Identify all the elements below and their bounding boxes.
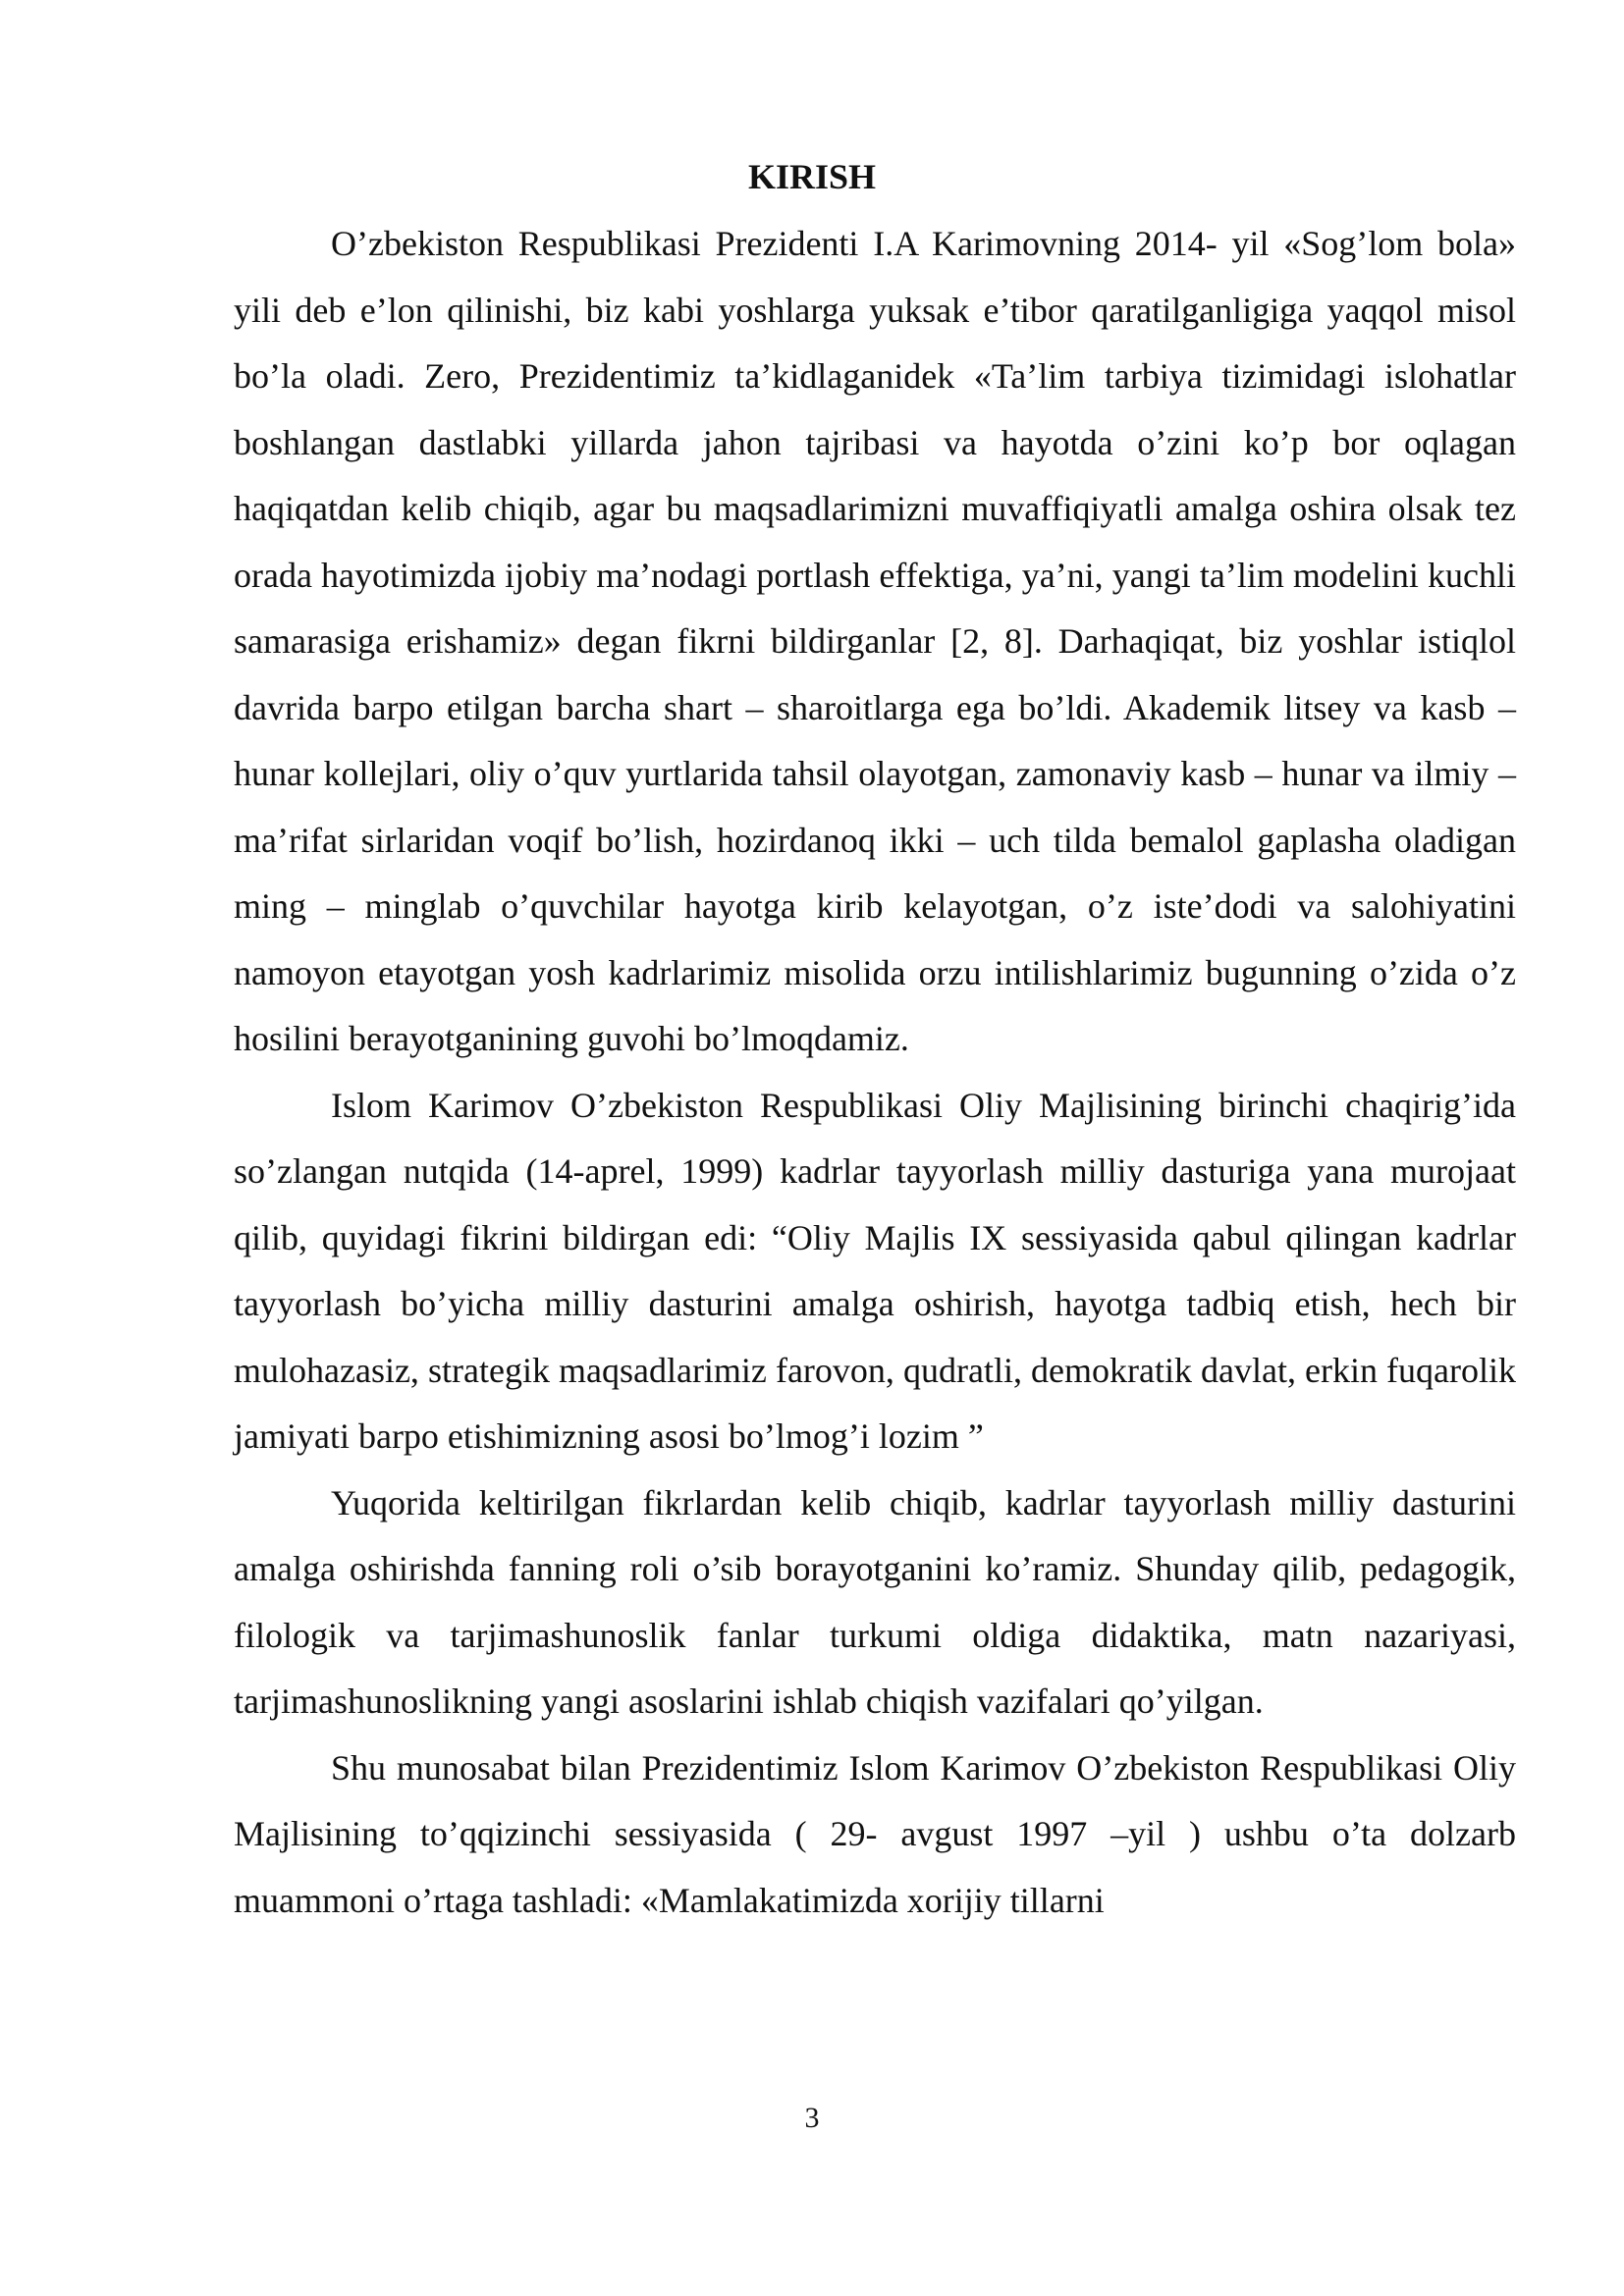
- paragraph-4: Shu munosabat bilan Prezidentimiz Islom Karimov O’zbekiston Respublikasi Oliy Majlisining to’qqizinchi sessiyasida ( 29- avgust 1997 –yil ) ushbu o’ta dolzarb muammoni o’rtaga tashladi: «Mamlakatimizda xorijiy tillarni: [234, 1747, 1516, 1920]
- page-number: 3: [804, 2102, 820, 2134]
- paragraph-2: Islom Karimov O’zbekiston Respublikasi Oliy Majlisining birinchi chaqirig’ida so’zlangan nutqida (14-aprel, 1999) kadrlar tayyorlash milliy dasturiga yana murojaat qilib, quyidagi fikrini bildirgan edi: “Oliy Majlis IX sessiyasida qabul qilingan kadrlar tayyorlash bo’yicha milliy dasturini amalga oshirish, hayotga tadbiq etish, hech bir mulohazasiz, strategik maqsadlarimiz farovon, qudratli, demokratik davlat, erkin fuqarolik jamiyati barpo etishimizning asosi bo’lmog’i lozim ”: [234, 1085, 1516, 1456]
- paragraph-1: O’zbekiston Respublikasi Prezidenti I.A Karimovning 2014- yil «Sog’lom bola» yili deb e’lon qilinishi, biz kabi yoshlarga yuksak e’tibor qaratilganligiga yaqqol misol bo’la oladi. Zero, Prezidentimiz ta’kidlaganidek «Ta’lim tarbiya tizimidagi islohatlar boshlangan dastlabki yillarda jahon tajribasi va hayotda o’zini ko’p bor oqlagan haqiqatdan kelib chiqib, agar bu maqsadlarimizni muvaffiqiyatli amalga oshira olsak tez orada hayotimizda ijobiy ma’nodagi portlash effektiga, ya’ni, yangi ta’lim modelini kuchli samarasiga erishamiz» degan fikrni bildirganlar [2, 8]. Darhaqiqat, biz yoshlar istiqlol davrida barpo etilgan barcha shart – sharoitlarga ega bo’ldi. Akademik litsey va kasb – hunar kollejlari, oliy o’quv yurtlarida tahsil olayotgan, zamonaviy kasb – hunar va ilmiy – ma’rifat sirlaridan voqif bo’lish, hozirdanoq ikki – uch tilda bemalol gaplasha oladigan ming – minglab o’quvchilar hayotga kirib kelayotgan, o’z iste’dodi va salohiyatini namoyon etayotgan yosh kadrlarimiz misolida orzu intilishlarimiz bugunning o’zida o’z hosilini berayotganining guvohi bo’lmoqdamiz.: [234, 224, 1516, 1058]
- page-title: KIRISH: [747, 157, 877, 196]
- paragraph-3: Yuqorida keltirilgan fikrlardan kelib chiqib, kadrlar tayyorlash milliy dasturini amalga oshirishda fanning roli o’sib borayotganini ko’ramiz. Shunday qilib, pedagogik, filologik va tarjimashunoslik fanlar turkumi oldiga didaktika, matn nazariyasi, tarjimashunoslikning yangi asoslarini ishlab chiqish vazifalari qo’yilgan.: [234, 1482, 1516, 1721]
- body-text: [234, 211, 1516, 1934]
